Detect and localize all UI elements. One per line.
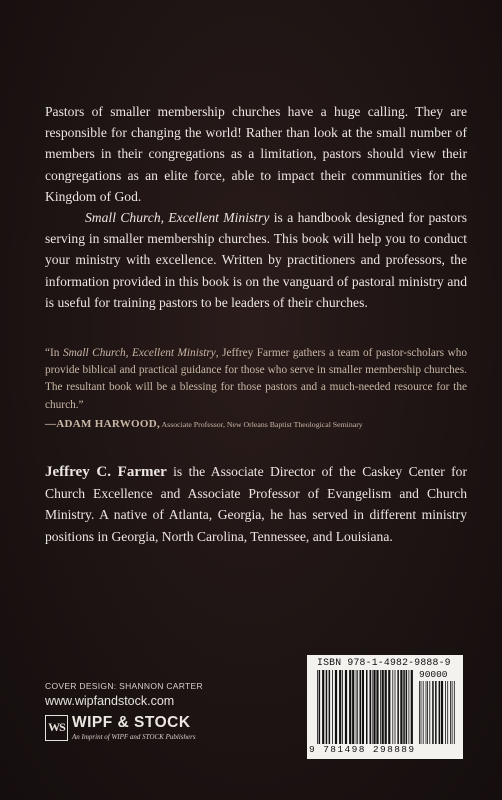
quote-book-title: Small Church, Excellent Ministry xyxy=(62,347,216,359)
price-code: 90000 xyxy=(419,669,448,680)
publisher-logo xyxy=(45,714,245,744)
cover-design-credit: COVER DESIGN: SHANNON CARTER xyxy=(45,681,203,691)
publisher-website: www.wipfandstock.com xyxy=(45,694,175,708)
book-blurb xyxy=(45,101,467,313)
isbn-label: ISBN 978-1-4982-9888-9 xyxy=(317,657,451,668)
publisher-name: WIPF & STOCK xyxy=(72,714,191,731)
endorser-role: Associate Professor, New Orleans Baptist Theological Seminary xyxy=(160,420,363,429)
author-name: Jeffrey C. Farmer xyxy=(45,464,167,480)
quote-text: , Jeffrey Farmer gathers a team of pastor-scholars who provide biblical and practical guidance for those who serve in smaller membership churches. The resultant book will be a blessing for those pastors and a much-needed resource for the church.” xyxy=(45,347,468,411)
book-title-inline: Small Church, Excellent Ministry xyxy=(85,210,270,226)
blurb-paragraph-1: Pastors of smaller membership churches have a huge calling. They are responsible for changing the world! Rather than look at the small number of members in their congregations as a limitation, pastors should view their congregations as an elite force, able to impact their communities for the Kingdom of God. xyxy=(45,104,467,204)
quote-open: “In xyxy=(45,347,63,359)
barcode-bars-icon xyxy=(317,670,413,744)
ws-logo-icon: WS xyxy=(45,715,68,741)
blurb-paragraph-2-text: is a handbook designed for pastors serving in smaller membership churches. This book will help you to conduct your ministry with excellence. Written by practitioners and professors, the information provided in this book is on the vanguard of pastoral ministry and is useful for training pastors to be leaders of their churches. xyxy=(45,210,467,310)
ean-digits: 9 781498 298889 xyxy=(309,744,416,755)
author-bio-text: is the Associate Director of the Caskey Center for Church Excellence and Associate Professor of Evangelism and Church Ministry. A native of Atlanta, Georgia, he has served in different ministry positions in Georgia, North Carolina, Tennessee, and Louisiana. xyxy=(45,464,468,544)
endorsement-quote xyxy=(45,345,467,414)
publisher-tagline: An Imprint of WIPF and STOCK Publishers xyxy=(72,733,196,741)
barcode-addon-bars-icon xyxy=(419,681,455,744)
isbn-barcode xyxy=(307,655,463,759)
endorsement-attribution xyxy=(45,418,467,430)
blurb-paragraph-2 xyxy=(45,207,467,313)
endorser-name: —ADAM HARWOOD, xyxy=(45,418,161,430)
author-bio xyxy=(45,461,467,547)
